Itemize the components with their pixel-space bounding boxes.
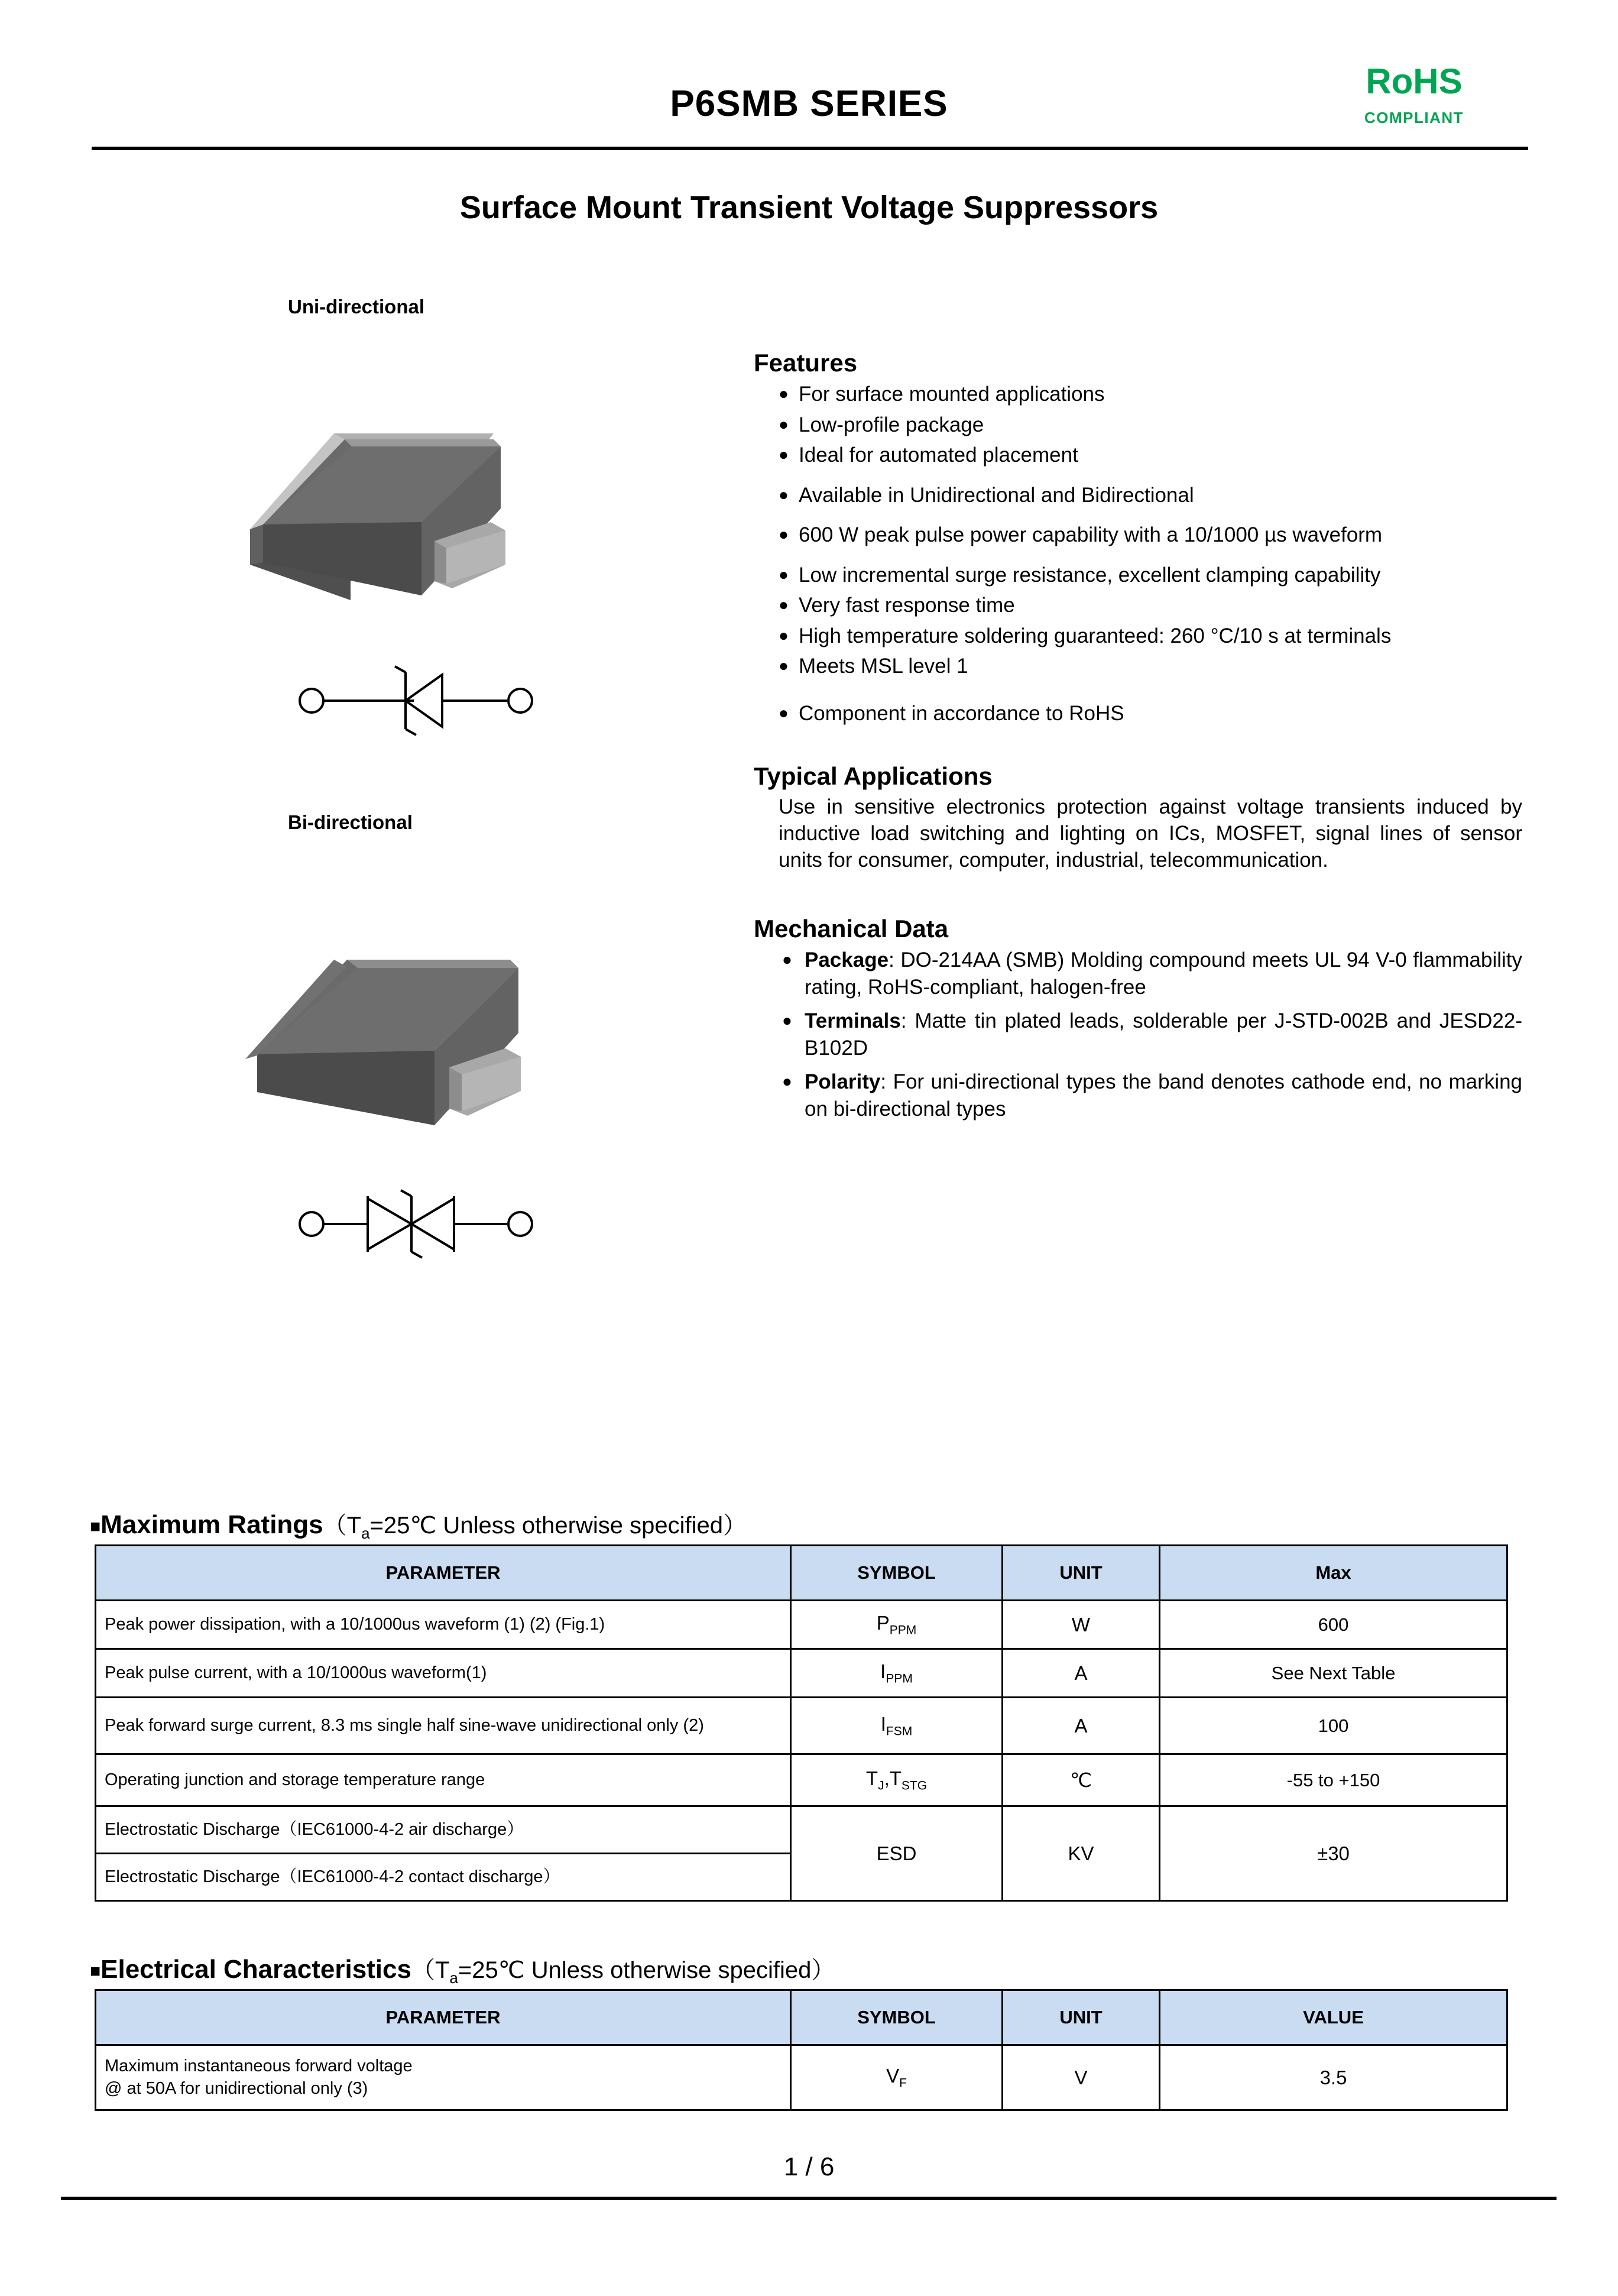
electrical-condition: （$T_a=25℃$ Unless otherwise specified） xyxy=(411,1957,835,1987)
table-row xyxy=(96,2045,1507,2110)
page-subtitle: Surface Mount Transient Voltage Suppressors xyxy=(459,190,1159,225)
cell-symbol: $V_F$ xyxy=(791,2045,1003,2110)
feature-item xyxy=(779,653,1522,680)
mechanical-item xyxy=(782,1068,1522,1122)
cell-value: 3.5 xyxy=(1160,2045,1507,2110)
feature-text: High temperature soldering guaranteed: 260 °C/10 s at terminals xyxy=(799,624,1392,647)
feature-item xyxy=(779,381,1522,408)
rohs-compliant-label: COMPLIANT xyxy=(1364,109,1464,127)
feature-text: Meets MSL level 1 xyxy=(799,655,968,678)
cell-parameter-line2: @ at 50A for unidirectional only (3) xyxy=(105,2078,368,2098)
bullet-icon: ● xyxy=(779,595,789,614)
bullet-icon: ● xyxy=(779,485,789,504)
cell-parameter: Peak power dissipation, with a 10/1000us waveform (1) (2) (Fig.1) xyxy=(96,1601,791,1649)
table-row xyxy=(96,1698,1507,1754)
feature-item xyxy=(779,522,1522,549)
max-ratings-condition: （$T_a=25℃$ Unless otherwise specified） xyxy=(323,1513,747,1542)
electrical-heading-text: Electrical Characteristics xyxy=(100,1955,411,1984)
feature-item xyxy=(779,562,1522,589)
cell-value: See Next Table xyxy=(1160,1649,1507,1698)
mechanical-item-label: Terminals xyxy=(805,1009,901,1033)
table-header-row xyxy=(96,1990,1507,2045)
cell-parameter xyxy=(96,2045,791,2110)
cell-value: ±30 xyxy=(1160,1806,1507,1901)
cell-value: -55 to +150 xyxy=(1160,1754,1507,1806)
cell-value: 600 xyxy=(1160,1601,1507,1649)
column-header-symbol: SYMBOL xyxy=(791,1546,1003,1601)
cell-unit: KV xyxy=(1003,1806,1160,1901)
rohs-badge xyxy=(1308,61,1520,127)
mechanical-item-text: : Matte tin plated leads, solderable per J-STD-002B and JESD22-B102D xyxy=(805,1009,1522,1060)
feature-text: Very fast response time xyxy=(799,594,1015,617)
bullet-icon: ● xyxy=(779,656,789,675)
column-header-symbol: SYMBOL xyxy=(791,1990,1003,2045)
cell-symbol: $T_J,T_{STG}$ xyxy=(791,1754,1003,1806)
column-header-parameter: PARAMETER xyxy=(96,1546,791,1601)
mechanical-item-label: Polarity xyxy=(805,1070,881,1094)
mechanical-item xyxy=(782,947,1522,1000)
cell-symbol: $P_{PPM}$ xyxy=(791,1601,1003,1649)
cell-parameter-line1: Maximum instantaneous forward voltage xyxy=(105,2057,413,2076)
rohs-label: RoHS xyxy=(1366,61,1463,101)
table-row xyxy=(96,1806,1507,1854)
feature-item xyxy=(779,592,1522,619)
bullet-icon: ● xyxy=(779,626,789,645)
cell-symbol: ESD xyxy=(791,1806,1003,1901)
cell-symbol: $I_{FSM}$ xyxy=(791,1698,1003,1754)
cell-unit: V xyxy=(1003,2045,1160,2110)
cell-unit: W xyxy=(1003,1601,1160,1649)
feature-text: Low incremental surge resistance, excellent clamping capability xyxy=(799,563,1381,587)
feature-item xyxy=(779,623,1522,650)
section-marker-icon: ■ xyxy=(90,1961,101,1981)
feature-text: Available in Unidirectional and Bidirectional xyxy=(799,483,1194,507)
cell-parameter: Peak forward surge current, 8.3 ms single half sine-wave unidirectional only (2) xyxy=(96,1698,791,1754)
feature-item xyxy=(779,442,1522,469)
table-header-row xyxy=(96,1546,1507,1601)
features-heading: Features xyxy=(754,349,858,377)
feature-text: Low-profile package xyxy=(799,413,984,436)
bullet-icon: ● xyxy=(779,565,789,584)
cell-parameter: Operating junction and storage temperature range xyxy=(96,1754,791,1806)
uni-directional-label: Uni-directional xyxy=(288,296,425,318)
cell-parameter: Electrostatic Discharge（IEC61000-4-2 air discharge） xyxy=(96,1806,791,1854)
bullet-icon: ● xyxy=(779,525,789,543)
applications-heading: Typical Applications xyxy=(754,762,993,790)
electrical-heading xyxy=(90,1951,835,1987)
header-divider xyxy=(92,147,1528,150)
mechanical-item-text: : DO-214AA (SMB) Molding compound meets UL 94 V-0 flammability rating, RoHS-compliant, halogen-free xyxy=(805,948,1522,999)
series-title: P6SMB SERIES xyxy=(670,83,948,124)
feature-text: For surface mounted applications xyxy=(799,383,1105,406)
max-ratings-heading xyxy=(90,1507,747,1543)
page-number: 1 / 6 xyxy=(783,2152,835,2181)
column-header-max: Max xyxy=(1160,1546,1507,1601)
cell-symbol: $I_{PPM}$ xyxy=(791,1649,1003,1698)
table-row xyxy=(96,1649,1507,1698)
cell-parameter: Peak pulse current, with a 10/1000us waveform(1) xyxy=(96,1649,791,1698)
mechanical-heading: Mechanical Data xyxy=(754,915,949,943)
features-list xyxy=(754,381,1522,727)
footer-divider xyxy=(61,2197,1557,2200)
cell-unit: A xyxy=(1003,1649,1160,1698)
mechanical-item xyxy=(782,1008,1522,1061)
right-content-column xyxy=(754,349,1522,1129)
max-ratings-heading-text: Maximum Ratings xyxy=(100,1510,323,1539)
mechanical-item-label: Package xyxy=(805,948,889,972)
uni-directional-symbol xyxy=(296,665,538,736)
section-marker-icon: ■ xyxy=(90,1517,101,1536)
table-row xyxy=(96,1601,1507,1649)
column-header-value: VALUE xyxy=(1160,1990,1507,2045)
feature-text: 600 W peak pulse power capability with a 10/1000 µs waveform xyxy=(799,523,1383,546)
column-header-parameter: PARAMETER xyxy=(96,1990,791,2045)
mechanical-item-text: : For uni-directional types the band denotes cathode end, no marking on bi-directional types xyxy=(805,1070,1522,1121)
bullet-icon: ● xyxy=(782,1072,792,1091)
bullet-icon: ● xyxy=(779,414,789,433)
page-header xyxy=(0,0,1618,160)
max-ratings-table xyxy=(95,1544,1508,1902)
mechanical-list xyxy=(754,947,1522,1122)
feature-item xyxy=(779,700,1522,727)
bullet-icon: ● xyxy=(779,703,789,722)
table-row xyxy=(96,1754,1507,1806)
bi-directional-label: Bi-directional xyxy=(288,811,413,833)
cell-parameter: Electrostatic Discharge（IEC61000-4-2 contact discharge） xyxy=(96,1854,791,1901)
electrical-characteristics-table xyxy=(95,1989,1508,2111)
feature-text: Component in accordance to RoHS xyxy=(799,701,1124,725)
column-header-unit: UNIT xyxy=(1003,1990,1160,2045)
bullet-icon: ● xyxy=(779,445,789,464)
feature-item xyxy=(779,412,1522,439)
bullet-icon: ● xyxy=(782,1011,792,1030)
uni-directional-package-image xyxy=(245,364,553,618)
feature-item xyxy=(779,482,1522,509)
bi-directional-package-image xyxy=(245,878,576,1144)
bi-directional-symbol xyxy=(296,1186,538,1262)
bullet-icon: ● xyxy=(782,950,792,969)
cell-value: 100 xyxy=(1160,1698,1507,1754)
column-header-unit: UNIT xyxy=(1003,1546,1160,1601)
applications-text: Use in sensitive electronics protection against voltage transients induced by inductive load switching and lighting on ICs, MOSFET, signal lines of sensor units for consumer, computer, industrial, telecommunication. xyxy=(779,795,1522,872)
bullet-icon: ● xyxy=(779,384,789,403)
cell-unit: ℃ xyxy=(1003,1754,1160,1806)
cell-unit: A xyxy=(1003,1698,1160,1754)
feature-text: Ideal for automated placement xyxy=(799,443,1078,467)
